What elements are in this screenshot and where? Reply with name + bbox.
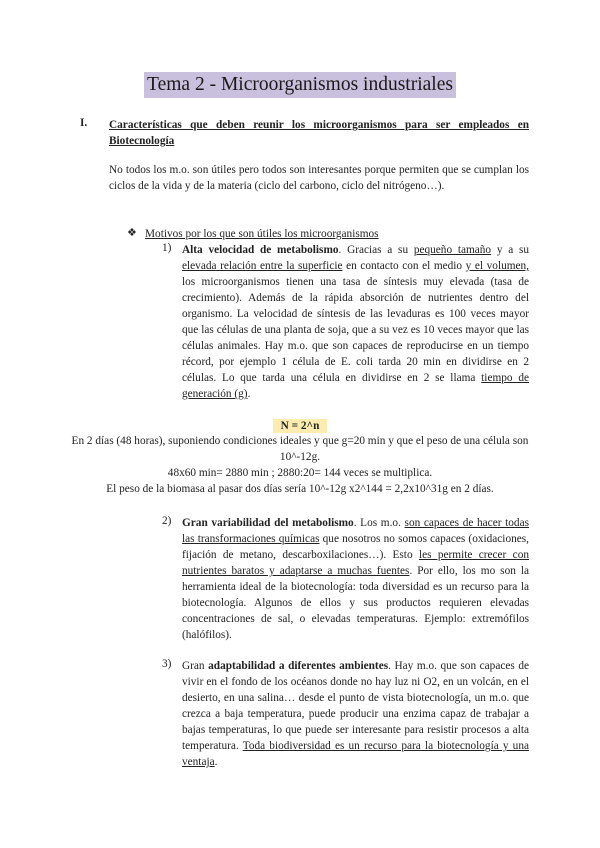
item-3-number: 3): [162, 658, 172, 670]
item-3-text-0: Gran: [182, 660, 209, 672]
page-title: Tema 2 - Microorganismos industriales: [144, 72, 456, 98]
item-2-underline-1: son capaces de hacer todas las transformaciones químicas: [182, 517, 529, 545]
item-1-text-3: en contacto con el medio: [342, 260, 466, 272]
section-numeral: I.: [80, 117, 88, 129]
item-3-text-2: .: [214, 756, 218, 768]
item-3-underline-1: Toda biodiversidad es un recurso para la biotecnología y una ventaja: [182, 740, 529, 768]
item-3-bold: adaptabilidad a diferentes ambientes: [208, 660, 389, 672]
title-block: [0, 72, 600, 98]
item-2-text-1: . Los m.o.: [353, 517, 405, 529]
item-1-underline-1: pequeño tamaño: [413, 244, 492, 256]
calc-line-2: 48x60 min= 2880 min ; 2880:20= 144 veces se multiplica.: [167, 467, 433, 479]
motivos-heading: Motivos por los que son útiles los microorganismos: [145, 228, 379, 240]
item-1-bold: Alta velocidad de metabolismo: [182, 244, 339, 256]
item-2-underline-2: les permite crecer con nutrientes baratos y adaptarse a muchas fuentes: [182, 549, 529, 577]
item-1-paragraph: [182, 242, 529, 402]
section-heading: Características que deben reunir los microorganismos para ser empleados en Biotecnología: [109, 119, 529, 147]
calc-line-3: El peso de la biomasa al pasar dos días sería 10^-12g x2^144 = 2,2x10^31g en 2 días.: [106, 483, 494, 495]
item-3-text-1: . Hay m.o. que son capaces de vivir en el fondo de los océanos donde no hay luz ni O2, en un volcán, en el desierto, en una salina… desde el punto de vista biotecnología, un m.o. que crezca a baja temperatura, puede producir una enzima capaz de trabajar a bajas temperaturas, lo que puede ser interesante para resistir procesos a alta temperatura.: [182, 660, 529, 752]
item-2-text-3: . Por ello, los mo son la herramienta ideal de la biotecnología: toda diversidad es un recurso para la biotecnología. Algunos de ellos y sus productos requieren elevadas concentraciones de sal, o elevadas temperaturas. Ejemplo: extremófilos (halófilos).: [182, 565, 529, 641]
item-2-paragraph: [182, 515, 529, 643]
diamond-bullet-icon: ❖: [127, 227, 137, 239]
item-2-bold: Gran variabilidad del metabolismo: [182, 517, 354, 529]
item-2-text-2: que nosotros no somos capaces (oxidaciones, fijación de metano, descarboxilaciones…). Esto: [182, 533, 529, 561]
item-1-text-1: . Gracias a su: [338, 244, 414, 256]
item-1-underline-3: y el volumen,: [465, 260, 530, 272]
calc-line-1: En 2 días (48 horas), suponiendo condiciones ideales y que g=20 min y que el peso de una célula son 10^-12g.: [71, 435, 529, 463]
item-1-underline-4: tiempo de generación (g): [182, 372, 529, 400]
formula: N = 2^n: [273, 419, 328, 433]
calculation-block: [60, 433, 540, 497]
item-1-text-5: .: [247, 388, 251, 400]
item-3-paragraph: [182, 658, 529, 770]
item-2-number: 2): [162, 515, 172, 527]
item-1-text-2: y a su: [491, 244, 529, 256]
formula-block: [0, 416, 600, 434]
item-1-underline-2: elevada relación entre la superficie: [182, 260, 343, 272]
intro-paragraph: No todos los m.o. son útiles pero todos son interesantes porque permiten que se cumplan los ciclos de la vida y de la materia (ciclo del carbono, ciclo del nitrógeno…).: [109, 164, 529, 192]
item-1-number: 1): [162, 242, 172, 254]
item-1-text-4: los microorganismos tienen una tasa de síntesis muy elevada (tasa de crecimiento). Además de la rápida absorción de nutrientes dentro del organismo. La velocidad de síntesis de las levaduras es 100 veces mayor que las células de una planta de soja, que a su vez es 10 veces mayor que las células animales. Hay m.o. que son capaces de reproducirse en un tiempo récord, por ejemplo 1 célula de E. coli tarda 20 min en dividirse en 2 células. Lo que tarda una célula en dividirse en 2 se llama: [182, 276, 529, 384]
